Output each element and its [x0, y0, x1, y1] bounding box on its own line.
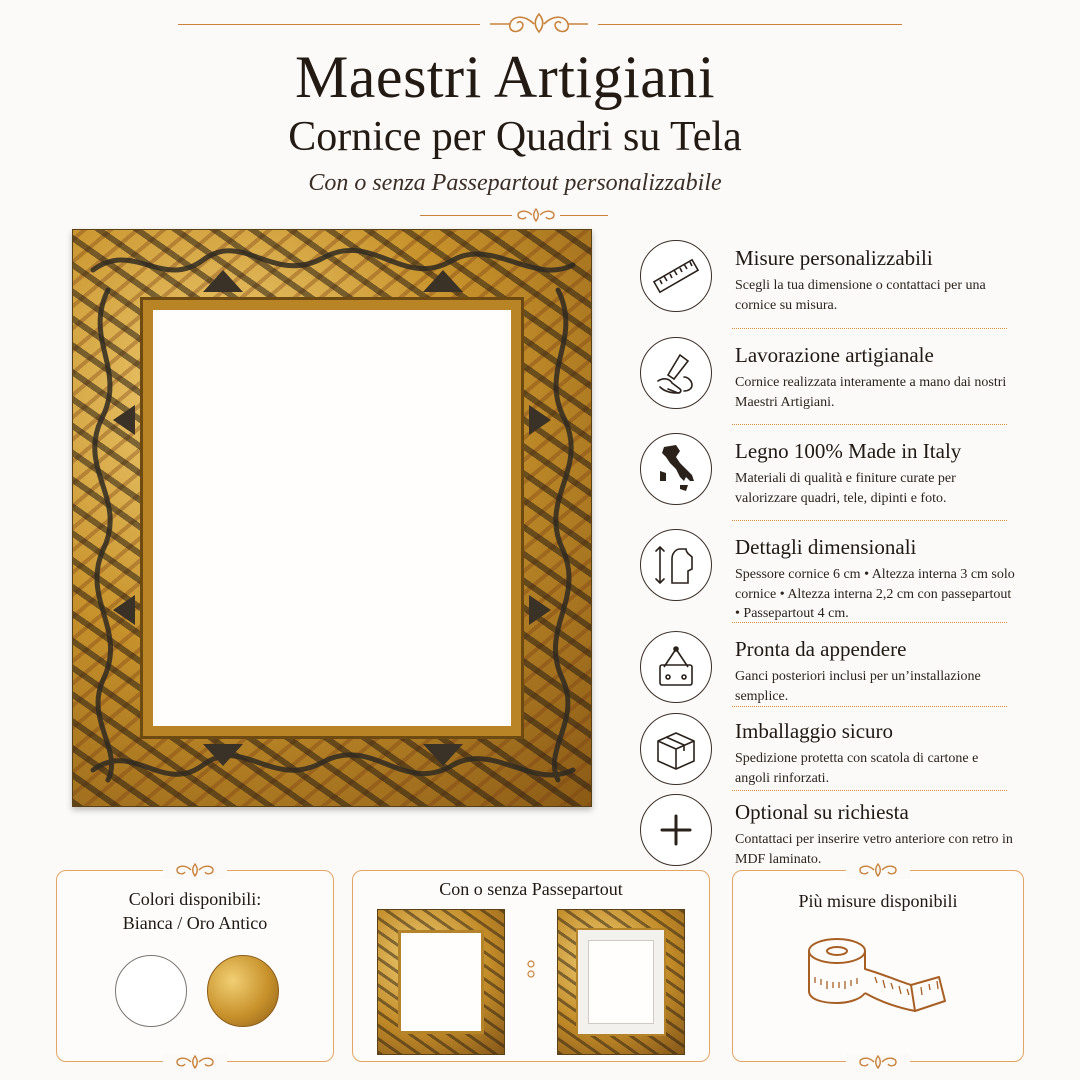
feature-description: Spedizione protetta con scatola di cartone e angoli rinforzati.	[735, 751, 979, 786]
panel-ornament-icon	[163, 1053, 227, 1071]
tagline-ornament-icon	[510, 206, 562, 224]
plus-icon	[640, 794, 712, 866]
frame-opening	[398, 930, 484, 1034]
italy-map-icon	[640, 433, 712, 505]
feature-description: Cornice realizzata interamente a mano dai nostri Maestri Artigiani.	[735, 375, 1007, 410]
colors-panel	[56, 870, 334, 1062]
feature-title: Optional su richiesta	[735, 800, 909, 824]
colors-title-line1: Colori disponibili:	[128, 889, 262, 909]
colors-title-line2: Bianca / Oro Antico	[122, 913, 268, 933]
feature-title: Dettagli dimensionali	[735, 535, 917, 559]
tagline-rule-left	[420, 215, 512, 216]
divider	[732, 520, 1007, 521]
header-ornament-icon	[484, 10, 594, 38]
frame-profile-icon	[640, 529, 712, 601]
page-tagline: Con o senza Passepartout personalizzabile	[308, 170, 722, 196]
feature-custom-sizes	[640, 240, 1010, 320]
ruler-icon	[640, 240, 712, 312]
frame-with-passepartout	[557, 909, 685, 1055]
divider	[732, 790, 1007, 791]
ornate-gold-frame	[72, 229, 592, 807]
craftsman-hands-icon	[640, 337, 712, 409]
feature-dimensions	[640, 529, 1015, 621]
passepartout-mat	[576, 928, 666, 1036]
feature-description: Contattaci per inserire vetro anteriore con retro in MDF laminato.	[735, 832, 1013, 867]
swatch-white[interactable]	[115, 955, 187, 1027]
passepartout-panel	[352, 870, 710, 1062]
divider	[732, 424, 1007, 425]
feature-ready-to-hang	[640, 631, 1010, 707]
feature-description: Ganci posteriori inclusi per un’installazione semplice.	[735, 669, 981, 704]
measuring-tape-icon	[799, 929, 949, 1029]
panel-ornament-icon	[163, 861, 227, 879]
swatch-antique-gold[interactable]	[207, 955, 279, 1027]
divider	[732, 328, 1007, 329]
feature-description: Scegli la tua dimensione o contattaci per una cornice su misura.	[735, 278, 986, 313]
divider-ornament-icon	[524, 959, 538, 979]
feature-description: Materiali di qualità e finiture curate per valorizzare quadri, tele, dipinti e foto.	[735, 471, 956, 506]
tagline-rule-right	[560, 215, 608, 216]
frame-inner-lip	[143, 300, 521, 736]
box-icon	[640, 713, 712, 785]
header-rule-left	[178, 24, 480, 25]
frame-without-passepartout	[377, 909, 505, 1055]
feature-title: Legno 100% Made in Italy	[735, 439, 962, 463]
frame-opening	[588, 940, 654, 1024]
divider	[732, 706, 1007, 707]
header-rule-right	[598, 24, 902, 25]
panel-ornament-icon	[846, 861, 910, 879]
feature-title: Imballaggio sicuro	[735, 719, 894, 743]
feature-title: Misure personalizzabili	[735, 246, 933, 270]
hanging-hook-icon	[640, 631, 712, 703]
feature-secure-packaging	[640, 713, 1010, 789]
sizes-title: Più misure disponibili	[798, 891, 958, 911]
panel-ornament-icon	[846, 1053, 910, 1071]
divider	[732, 622, 1007, 623]
feature-handmade	[640, 337, 1010, 417]
feature-made-in-italy	[640, 433, 1010, 513]
feature-optional	[640, 794, 1013, 867]
page-subtitle: Cornice per Quadri su Tela	[288, 114, 742, 160]
passepartout-title: Con o senza Passepartout	[439, 879, 623, 899]
sizes-panel	[732, 870, 1024, 1062]
feature-description: Spessore cornice 6 cm • Altezza interna 3 cm solo cornice • Altezza interna 2,2 cm con passepartout • Passepartout 4 cm.	[735, 567, 1015, 621]
feature-title: Pronta da appendere	[735, 637, 907, 661]
page-title: Maestri Artigiani	[294, 44, 716, 110]
frame-opening	[153, 310, 511, 726]
feature-title: Lavorazione artigianale	[735, 343, 934, 367]
